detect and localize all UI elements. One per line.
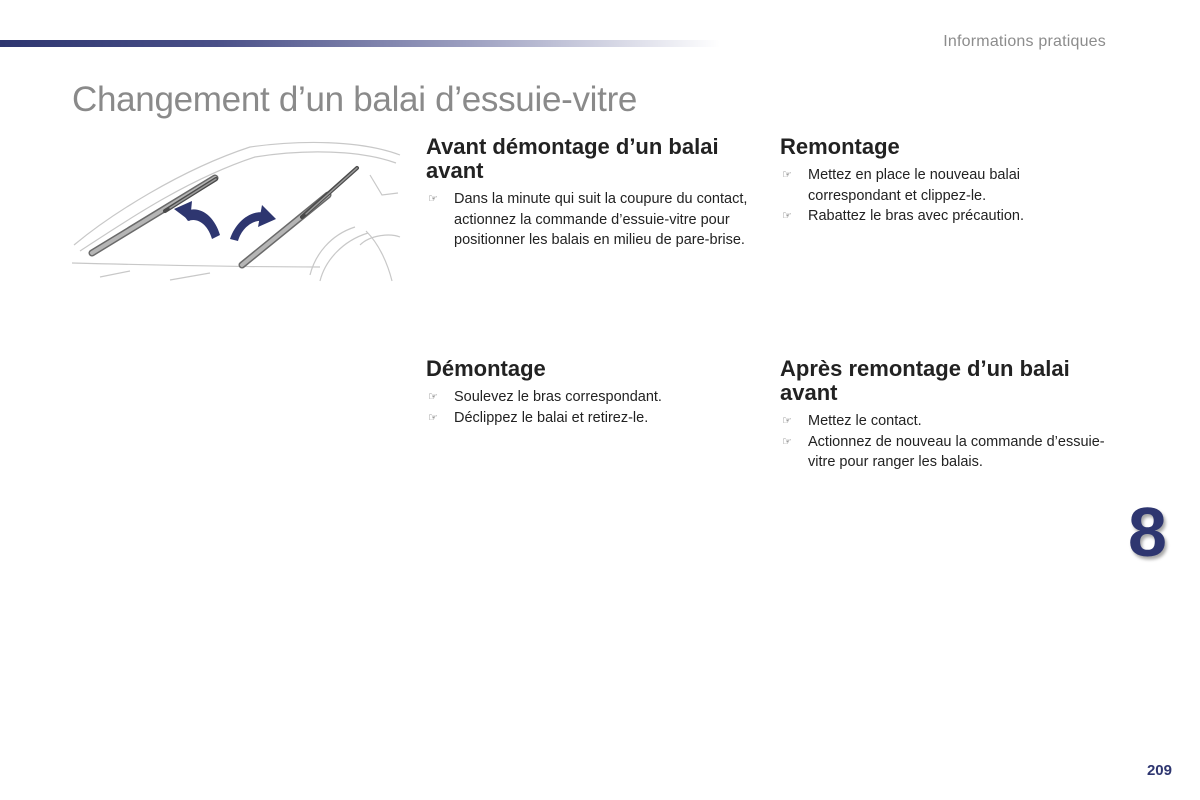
pointing-hand-icon: ☞ — [782, 210, 792, 222]
pointing-hand-icon: ☞ — [428, 391, 438, 403]
pointing-hand-icon: ☞ — [782, 415, 792, 427]
step-item — [426, 408, 756, 429]
section-label: Informations pratiques — [943, 33, 1106, 50]
pointing-hand-icon: ☞ — [428, 411, 438, 424]
step-text: Déclippez le balai et retirez-le. — [454, 409, 649, 426]
step-list — [426, 189, 756, 251]
step-text: Soulevez le bras correspondant. — [454, 389, 662, 405]
section-heading: Démontage — [426, 356, 546, 381]
step-item — [426, 189, 756, 251]
header-gradient-bar — [0, 40, 720, 47]
step-list — [426, 387, 756, 428]
section-heading: Avant démontage d’un balai avant — [426, 134, 719, 183]
windshield-wiper-illustration — [70, 135, 402, 285]
page-title: Changement d’un balai d’essuie-vitre — [72, 80, 638, 119]
step-list — [780, 411, 1110, 473]
section-heading: Après remontage d’un balai avant — [780, 356, 1070, 405]
step-list — [780, 165, 1110, 227]
pointing-hand-icon: ☞ — [428, 193, 438, 205]
page-number: 209 — [1146, 762, 1172, 779]
step-text: Mettez en place le nouveau balai correspondant et clippez-le. — [808, 167, 1021, 204]
step-text: Dans la minute qui suit la coupure du contact, actionnez la commande d’essuie-vitre pour positionner les balais en milieu de pare-brise. — [454, 191, 748, 248]
step-item — [426, 387, 756, 408]
section-heading: Remontage — [780, 134, 900, 159]
chapter-number: 8 — [1128, 493, 1167, 571]
lift-arrow-left-icon — [174, 201, 220, 239]
step-text: Rabattez le bras avec précaution. — [808, 208, 1025, 224]
pointing-hand-icon: ☞ — [782, 435, 792, 448]
section-remontage — [780, 135, 1110, 227]
step-item — [780, 432, 1110, 473]
step-item — [780, 165, 1110, 206]
step-text: Mettez le contact. — [808, 413, 922, 429]
step-item — [780, 206, 1110, 227]
section-demontage — [426, 357, 756, 428]
step-text: Actionnez de nouveau la commande d’essuie-vitre pour ranger les balais. — [808, 433, 1105, 470]
section-apres-remontage — [780, 357, 1110, 473]
step-item — [780, 411, 1110, 432]
section-avant-demontage — [426, 135, 756, 251]
lift-arrow-right-icon — [230, 205, 276, 241]
pointing-hand-icon: ☞ — [782, 169, 792, 181]
car-outline — [72, 142, 400, 281]
